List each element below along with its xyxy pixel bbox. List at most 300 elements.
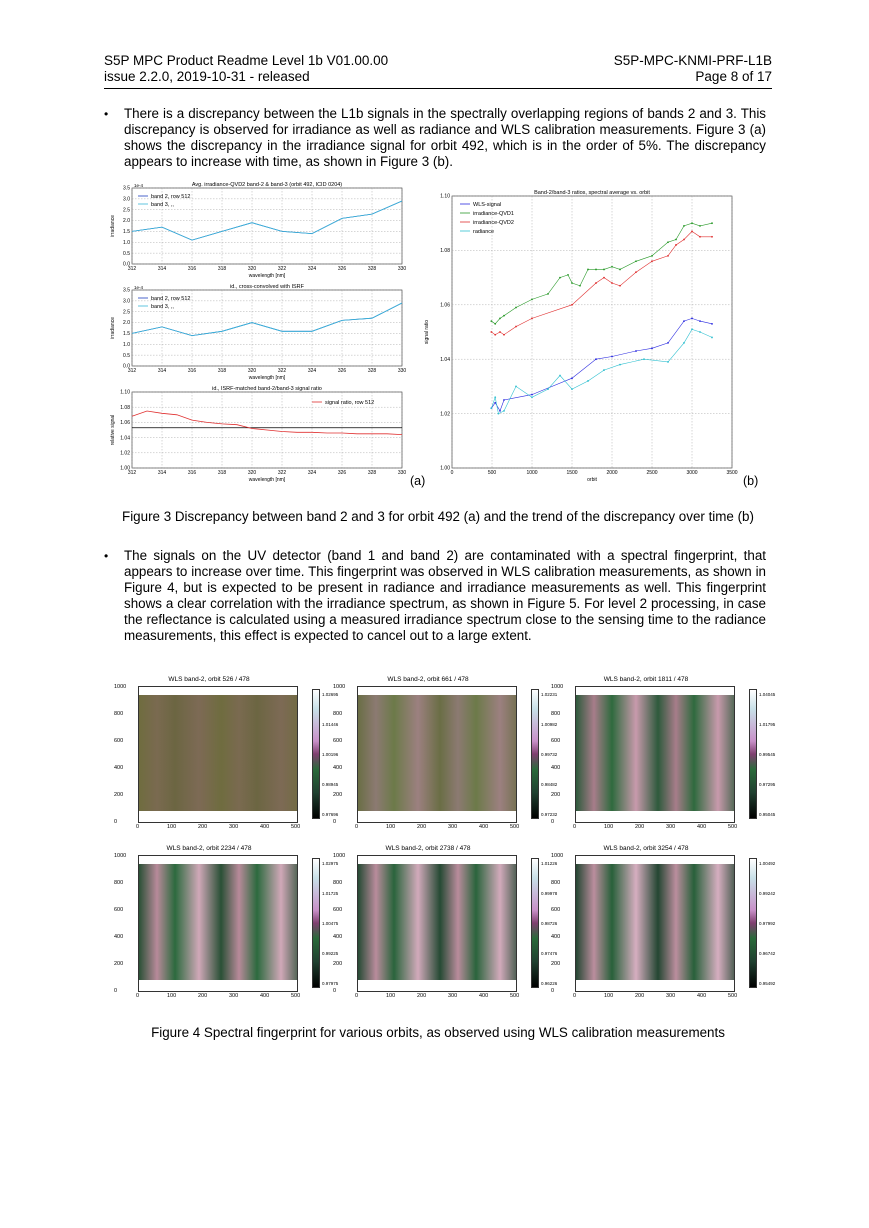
y-tick-label: 600 bbox=[551, 738, 561, 744]
data-point bbox=[515, 326, 517, 328]
x-tick-label: 330 bbox=[397, 470, 407, 476]
x-tick-label: 322 bbox=[277, 266, 287, 272]
data-point bbox=[711, 323, 713, 325]
y-tick-label: 400 bbox=[114, 934, 124, 940]
data-point bbox=[619, 269, 621, 271]
y-tick-label: 0 bbox=[551, 819, 555, 825]
data-point bbox=[494, 396, 496, 398]
y-tick-label: 400 bbox=[114, 765, 124, 771]
bullet-paragraph-1: There is a discrepancy between the L1b signals in the spectrally overlapping regions of bands 2 and 3. This discrepancy is observed for irradiance as well as radiance and WLS calibration measurements. Figure 3 (a) shows the discrepancy in the irradiance signal for orbit 492, which is in the order of 5%. The discrepancy appears to increase with time, as shown in Figure 3 (b). bbox=[124, 106, 766, 169]
data-point bbox=[490, 407, 492, 409]
data-point bbox=[567, 274, 569, 276]
x-tick-label: 312 bbox=[127, 368, 137, 374]
data-point bbox=[494, 402, 496, 404]
convolved-panel bbox=[110, 284, 406, 381]
x-tick-label: 0 bbox=[355, 824, 359, 830]
colorbar-label: 0.99242 bbox=[759, 891, 776, 896]
x-tick-label: 0 bbox=[136, 993, 140, 999]
heatmap-image bbox=[357, 686, 517, 823]
y-tick-label: 600 bbox=[333, 738, 343, 744]
x-tick-label: 324 bbox=[307, 470, 317, 476]
x-tick-label: 400 bbox=[260, 824, 270, 830]
data-point bbox=[619, 285, 621, 287]
colorbar-label: 0.98945 bbox=[322, 782, 339, 787]
data-point bbox=[499, 410, 501, 412]
y-tick-label: 200 bbox=[551, 961, 561, 967]
data-point bbox=[571, 377, 573, 379]
y-tick-label: 800 bbox=[551, 880, 561, 886]
colorbar bbox=[312, 858, 320, 988]
y-tick-label: 0.5 bbox=[123, 250, 130, 257]
plot-frame bbox=[452, 196, 732, 468]
y-tick-label: 1.5 bbox=[123, 331, 130, 338]
x-tick-label: 0 bbox=[450, 470, 454, 476]
y-tick-label: 1.06 bbox=[120, 420, 130, 427]
x-axis-label: wavelength [nm] bbox=[248, 273, 286, 279]
x-tick-label: 500 bbox=[291, 824, 301, 830]
legend-label: band 3, ,, bbox=[151, 304, 174, 310]
x-tick-label: 300 bbox=[666, 824, 676, 830]
data-point bbox=[547, 388, 549, 390]
data-point bbox=[503, 399, 505, 401]
y-tick-label: 0 bbox=[114, 819, 118, 825]
y-tick-label: 200 bbox=[333, 961, 343, 967]
colorbar-label: 0.99732 bbox=[541, 752, 558, 757]
x-tick-label: 400 bbox=[697, 993, 707, 999]
y-tick-label: 0 bbox=[333, 819, 337, 825]
x-tick-label: 322 bbox=[277, 368, 287, 374]
data-point bbox=[531, 396, 533, 398]
x-tick-label: 400 bbox=[479, 824, 489, 830]
figure-3a-label: (a) bbox=[410, 474, 426, 488]
colorbar-label: 1.01226 bbox=[541, 861, 558, 866]
y-axis-label: irradiance bbox=[110, 317, 116, 339]
data-point bbox=[499, 318, 501, 320]
x-axis-label: wavelength [nm] bbox=[248, 375, 286, 381]
y-tick-label: 800 bbox=[333, 880, 343, 886]
heatmap-title: WLS band-2, orbit 2738 / 478 bbox=[385, 845, 471, 852]
data-point bbox=[699, 331, 701, 333]
data-point bbox=[515, 386, 517, 388]
x-tick-label: 500 bbox=[728, 993, 738, 999]
x-tick-label: 200 bbox=[198, 824, 208, 830]
colorbar bbox=[749, 858, 757, 988]
y-tick-label: 400 bbox=[333, 934, 343, 940]
x-tick-label: 318 bbox=[217, 368, 227, 374]
y-tick-label: 0 bbox=[551, 988, 555, 994]
colorbar-label: 1.00492 bbox=[759, 861, 776, 866]
colorbar-label: 1.01446 bbox=[322, 722, 339, 727]
colorbar-label: 0.96226 bbox=[541, 981, 558, 986]
data-point bbox=[635, 260, 637, 262]
colorbar-label: 1.04045 bbox=[759, 692, 776, 697]
y-tick-label: 1.10 bbox=[440, 193, 450, 200]
y-tick-label: 3.5 bbox=[123, 185, 130, 192]
legend-label: signal ratio, row 512 bbox=[325, 400, 375, 406]
colorbar bbox=[312, 689, 320, 819]
y-tick-label: 3.0 bbox=[123, 298, 130, 305]
x-tick-label: 328 bbox=[367, 266, 377, 272]
x-tick-label: 312 bbox=[127, 266, 137, 272]
doc-issue: issue 2.2.0, 2019-10-31 - released bbox=[104, 69, 310, 84]
y-tick-label: 1000 bbox=[114, 853, 127, 859]
header-rule bbox=[104, 88, 772, 89]
x-tick-label: 0 bbox=[355, 993, 359, 999]
data-point bbox=[503, 315, 505, 317]
y-tick-label: 400 bbox=[333, 765, 343, 771]
data-point bbox=[571, 282, 573, 284]
x-tick-label: 100 bbox=[386, 993, 396, 999]
data-point bbox=[699, 320, 701, 322]
y-tick-label: 200 bbox=[333, 792, 343, 798]
y-tick-label: 800 bbox=[114, 711, 124, 717]
colorbar-label: 0.99545 bbox=[759, 752, 776, 757]
heatmap-image bbox=[575, 686, 735, 823]
y-tick-label: 0.5 bbox=[123, 352, 130, 359]
data-point bbox=[603, 269, 605, 271]
header-left bbox=[104, 53, 388, 85]
figure-4-caption: Figure 4 Spectral fingerprint for various orbits, as observed using WLS calibration measurements bbox=[151, 1025, 725, 1040]
heatmap-image bbox=[357, 855, 517, 992]
y-tick-label: 800 bbox=[114, 880, 124, 886]
x-tick-label: 300 bbox=[448, 824, 458, 830]
x-tick-label: 0 bbox=[573, 993, 577, 999]
x-tick-label: 322 bbox=[277, 470, 287, 476]
x-axis-label: wavelength [nm] bbox=[248, 477, 286, 483]
legend-label: band 3, ,, bbox=[151, 202, 174, 208]
heatmap-panel bbox=[114, 676, 339, 836]
y-tick-label: 1.10 bbox=[120, 389, 130, 396]
data-point bbox=[699, 236, 701, 238]
y-tick-label: 600 bbox=[114, 738, 124, 744]
x-tick-label: 300 bbox=[666, 993, 676, 999]
x-tick-label: 326 bbox=[337, 470, 347, 476]
x-tick-label: 320 bbox=[247, 470, 257, 476]
panel-title: Band-2/band-3 ratios, spectral average vs. orbit bbox=[534, 190, 650, 196]
y-tick-label: 800 bbox=[551, 711, 561, 717]
x-tick-label: 100 bbox=[604, 993, 614, 999]
colorbar-label: 0.97476 bbox=[541, 951, 558, 956]
x-tick-label: 1500 bbox=[566, 470, 578, 476]
doc-title: S5P MPC Product Readme Level 1b V01.00.00 bbox=[104, 53, 389, 68]
x-tick-label: 200 bbox=[635, 824, 645, 830]
colorbar-label: 0.99978 bbox=[541, 891, 558, 896]
data-point bbox=[531, 298, 533, 300]
header-right bbox=[614, 53, 772, 85]
y-tick-label: 1.5 bbox=[123, 229, 130, 236]
x-tick-label: 320 bbox=[247, 266, 257, 272]
x-tick-label: 0 bbox=[136, 824, 140, 830]
colorbar-label: 1.00982 bbox=[541, 722, 558, 727]
y-tick-label: 600 bbox=[551, 907, 561, 913]
data-point bbox=[711, 337, 713, 339]
data-point bbox=[547, 293, 549, 295]
figure-3b-label: (b) bbox=[743, 474, 759, 488]
data-point bbox=[691, 328, 693, 330]
colorbar-label: 1.00475 bbox=[322, 921, 339, 926]
colorbar-label: 0.97992 bbox=[759, 921, 776, 926]
x-tick-label: 314 bbox=[157, 368, 167, 374]
legend-label: WLS-signal bbox=[473, 202, 502, 208]
colorbar-label: 1.01725 bbox=[322, 891, 339, 896]
data-point bbox=[559, 375, 561, 377]
x-tick-label: 100 bbox=[167, 993, 177, 999]
x-tick-label: 500 bbox=[291, 993, 301, 999]
data-point bbox=[699, 225, 701, 227]
data-point bbox=[559, 277, 561, 279]
data-point bbox=[711, 222, 713, 224]
y-tick-label: 1.00 bbox=[440, 465, 450, 472]
bullet-dot: • bbox=[104, 107, 109, 121]
x-tick-label: 328 bbox=[367, 368, 377, 374]
legend-label: irradiance-QVD1 bbox=[473, 211, 514, 217]
colorbar bbox=[531, 858, 539, 988]
y-tick-label: 1.00 bbox=[120, 465, 130, 472]
y-tick-label: 400 bbox=[551, 934, 561, 940]
colorbar-label: 1.01795 bbox=[759, 722, 776, 727]
y-tick-label: 800 bbox=[333, 711, 343, 717]
colorbar-label: 0.97696 bbox=[322, 812, 339, 817]
data-point bbox=[635, 271, 637, 273]
data-point bbox=[603, 369, 605, 371]
heatmap-panel bbox=[333, 845, 558, 1005]
data-point bbox=[603, 277, 605, 279]
colorbar bbox=[749, 689, 757, 819]
x-tick-label: 500 bbox=[728, 824, 738, 830]
y-tick-label: 3.0 bbox=[123, 196, 130, 203]
heatmap-image bbox=[138, 686, 298, 823]
data-point bbox=[691, 318, 693, 320]
data-point bbox=[494, 334, 496, 336]
legend-label: irradiance-QVD2 bbox=[473, 220, 514, 226]
colorbar-label: 1.02695 bbox=[322, 692, 339, 697]
x-tick-label: 326 bbox=[337, 266, 347, 272]
data-point bbox=[503, 334, 505, 336]
panel-title: id., cross-convolved with ISRF bbox=[230, 284, 304, 290]
x-tick-label: 314 bbox=[157, 470, 167, 476]
y-tick-label: 600 bbox=[333, 907, 343, 913]
data-point bbox=[667, 255, 669, 257]
legend-label: band 2, row 512 bbox=[151, 296, 191, 302]
data-point bbox=[587, 269, 589, 271]
x-tick-label: 100 bbox=[167, 824, 177, 830]
x-tick-label: 324 bbox=[307, 368, 317, 374]
heatmap-title: WLS band-2, orbit 2234 / 478 bbox=[166, 845, 252, 852]
x-tick-label: 400 bbox=[260, 993, 270, 999]
heatmap-image bbox=[138, 855, 298, 992]
y-tick-label: 0 bbox=[333, 988, 337, 994]
y-tick-label: 200 bbox=[114, 792, 124, 798]
x-axis-label: orbit bbox=[587, 477, 597, 483]
data-point bbox=[611, 266, 613, 268]
colorbar-label: 0.96742 bbox=[759, 951, 776, 956]
data-point bbox=[531, 318, 533, 320]
y-tick-label: 1.0 bbox=[123, 341, 130, 348]
y-tick-label: 2.0 bbox=[123, 218, 130, 225]
data-point bbox=[595, 269, 597, 271]
y-tick-label: 1000 bbox=[333, 684, 346, 690]
data-point bbox=[635, 350, 637, 352]
x-tick-label: 500 bbox=[510, 993, 520, 999]
irradiance-panel bbox=[110, 182, 406, 279]
heatmap-title: WLS band-2, orbit 1811 / 478 bbox=[603, 676, 689, 683]
orbit-trend-panel bbox=[424, 190, 738, 483]
legend-label: radiance bbox=[473, 229, 495, 235]
data-point bbox=[651, 260, 653, 262]
bullet-paragraph-2: The signals on the UV detector (band 1 and band 2) are contaminated with a spectral fingerprint, that appears to increase over time. This fingerprint was observed in WLS calibration measurements, as shown in Figure 4, but is expected to be present in radiance and irradiance measurements as well. This fingerprint shows a clear correlation with the irradiance spectrum, as shown in Figure 5. For level 2 processing, in case the reflectance is calculated using a measured irradiance spectrum close to the sensing time to the radiance measurements, this effect is expected to cancel out to a large extent. bbox=[124, 548, 766, 643]
data-point bbox=[667, 361, 669, 363]
x-tick-label: 200 bbox=[635, 993, 645, 999]
x-tick-label: 100 bbox=[604, 824, 614, 830]
figure-3a bbox=[104, 180, 407, 492]
axis-exponent: 1e-4 bbox=[134, 183, 144, 188]
data-point bbox=[579, 285, 581, 287]
y-tick-label: 1.04 bbox=[440, 356, 450, 363]
y-tick-label: 2.5 bbox=[123, 207, 130, 214]
y-tick-label: 0.0 bbox=[123, 261, 130, 268]
colorbar-label: 1.02231 bbox=[541, 692, 558, 697]
data-point bbox=[651, 347, 653, 349]
heatmap-image bbox=[575, 855, 735, 992]
y-tick-label: 1000 bbox=[551, 684, 564, 690]
data-point bbox=[611, 282, 613, 284]
doc-id: S5P-MPC-KNMI-PRF-L1B bbox=[613, 53, 772, 68]
data-point bbox=[611, 356, 613, 358]
data-point bbox=[667, 342, 669, 344]
x-tick-label: 2000 bbox=[606, 470, 618, 476]
y-axis-label: signal ratio bbox=[424, 319, 430, 345]
legend-label: band 2, row 512 bbox=[151, 194, 191, 200]
colorbar-label: 0.99225 bbox=[322, 951, 339, 956]
colorbar-label: 1.00196 bbox=[322, 752, 339, 757]
data-point bbox=[643, 358, 645, 360]
x-tick-label: 328 bbox=[367, 470, 377, 476]
data-point bbox=[595, 358, 597, 360]
x-tick-label: 100 bbox=[386, 824, 396, 830]
x-tick-label: 300 bbox=[448, 993, 458, 999]
data-point bbox=[675, 239, 677, 241]
x-tick-label: 500 bbox=[510, 824, 520, 830]
y-tick-label: 0.0 bbox=[123, 363, 130, 370]
data-point bbox=[711, 236, 713, 238]
x-tick-label: 318 bbox=[217, 266, 227, 272]
colorbar-label: 0.98726 bbox=[541, 921, 558, 926]
x-tick-label: 330 bbox=[397, 368, 407, 374]
y-tick-label: 400 bbox=[551, 765, 561, 771]
figure-3b bbox=[418, 184, 748, 490]
data-point bbox=[619, 364, 621, 366]
y-tick-label: 1.08 bbox=[120, 404, 130, 411]
heatmap-title: WLS band-2, orbit 3254 / 478 bbox=[603, 845, 689, 852]
x-tick-label: 330 bbox=[397, 266, 407, 272]
y-tick-label: 1000 bbox=[333, 853, 346, 859]
heatmap-title: WLS band-2, orbit 526 / 478 bbox=[168, 676, 250, 683]
y-tick-label: 1.04 bbox=[120, 435, 130, 442]
y-tick-label: 1.08 bbox=[440, 248, 450, 255]
data-point bbox=[494, 323, 496, 325]
data-point bbox=[691, 222, 693, 224]
x-tick-label: 300 bbox=[229, 824, 239, 830]
data-point bbox=[490, 331, 492, 333]
data-point bbox=[683, 239, 685, 241]
figure-3-caption: Figure 3 Discrepancy between band 2 and 3 for orbit 492 (a) and the trend of the discrepancy over time (b) bbox=[122, 509, 754, 524]
x-tick-label: 316 bbox=[187, 368, 197, 374]
colorbar-label: 0.95492 bbox=[759, 981, 776, 986]
x-tick-label: 312 bbox=[127, 470, 137, 476]
x-tick-label: 0 bbox=[573, 824, 577, 830]
y-tick-label: 1.0 bbox=[123, 239, 130, 246]
x-tick-label: 200 bbox=[417, 824, 427, 830]
heatmap-panel bbox=[333, 676, 558, 836]
y-tick-label: 1.02 bbox=[440, 411, 450, 418]
y-tick-label: 200 bbox=[551, 792, 561, 798]
colorbar-label: 0.98482 bbox=[541, 782, 558, 787]
data-point bbox=[490, 320, 492, 322]
x-tick-label: 200 bbox=[417, 993, 427, 999]
y-tick-label: 3.5 bbox=[123, 287, 130, 294]
data-point bbox=[683, 342, 685, 344]
colorbar-label: 0.97295 bbox=[759, 782, 776, 787]
data-point bbox=[503, 410, 505, 412]
heatmap-panel bbox=[551, 676, 776, 836]
data-point bbox=[651, 255, 653, 257]
data-point bbox=[675, 244, 677, 246]
colorbar-label: 1.02975 bbox=[322, 861, 339, 866]
y-tick-label: 2.5 bbox=[123, 309, 130, 316]
bullet-dot: • bbox=[104, 549, 109, 563]
x-tick-label: 3000 bbox=[686, 470, 698, 476]
y-tick-label: 2.0 bbox=[123, 320, 130, 327]
colorbar-label: 0.97975 bbox=[322, 981, 339, 986]
x-tick-label: 3500 bbox=[726, 470, 738, 476]
x-tick-label: 314 bbox=[157, 266, 167, 272]
panel-title: id., ISRF-matched band-2/band-3 signal ratio bbox=[212, 386, 322, 392]
y-tick-label: 200 bbox=[114, 961, 124, 967]
y-tick-label: 1000 bbox=[114, 684, 127, 690]
y-tick-label: 1000 bbox=[551, 853, 564, 859]
data-point bbox=[498, 413, 500, 415]
x-tick-label: 400 bbox=[697, 824, 707, 830]
x-tick-label: 200 bbox=[198, 993, 208, 999]
x-tick-label: 300 bbox=[229, 993, 239, 999]
x-tick-label: 1000 bbox=[526, 470, 538, 476]
data-point bbox=[683, 225, 685, 227]
y-axis-label: irradiance bbox=[110, 215, 116, 237]
data-point bbox=[683, 320, 685, 322]
x-tick-label: 316 bbox=[187, 470, 197, 476]
page-number: Page 8 of 17 bbox=[695, 69, 772, 84]
heatmap-panel bbox=[551, 845, 776, 1005]
x-tick-label: 400 bbox=[479, 993, 489, 999]
x-tick-label: 318 bbox=[217, 470, 227, 476]
heatmap-panel bbox=[114, 845, 339, 1005]
x-tick-label: 324 bbox=[307, 266, 317, 272]
data-point bbox=[691, 230, 693, 232]
x-tick-label: 316 bbox=[187, 266, 197, 272]
data-point bbox=[531, 394, 533, 396]
colorbar-label: 0.95045 bbox=[759, 812, 776, 817]
data-point bbox=[571, 388, 573, 390]
axis-exponent: 1e-4 bbox=[134, 285, 144, 290]
ratio-panel bbox=[110, 386, 406, 483]
y-tick-label: 1.06 bbox=[440, 302, 450, 309]
data-point bbox=[515, 307, 517, 309]
y-tick-label: 600 bbox=[114, 907, 124, 913]
data-point bbox=[571, 304, 573, 306]
data-point bbox=[595, 282, 597, 284]
data-point bbox=[587, 380, 589, 382]
y-tick-label: 1.02 bbox=[120, 450, 130, 457]
